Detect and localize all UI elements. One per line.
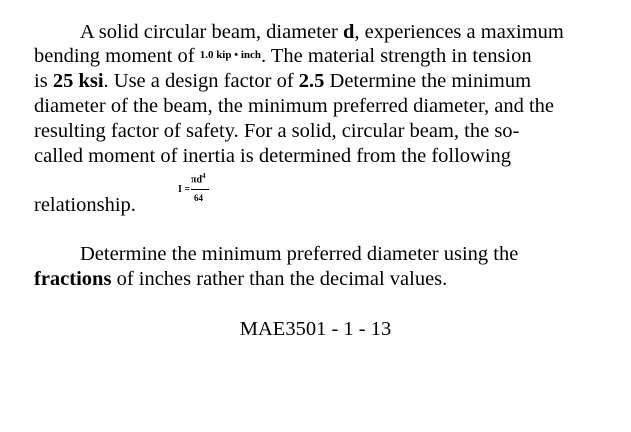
fraction-bar (191, 189, 209, 190)
paragraph-1-line-5: resulting factor of safety. For a solid, circular beam, the so- (34, 120, 520, 142)
moment-value: 1.0 kip • inch (199, 49, 262, 61)
moment-of-inertia-formula (178, 168, 208, 212)
formula-lhs: I = (178, 184, 191, 195)
formula-exponent: 4 (202, 172, 206, 180)
page-footer: MAE3501 - 1 - 13 (239, 318, 392, 340)
strength-value: 25 ksi (52, 70, 104, 92)
variable-d: d (343, 21, 355, 43)
paragraph-1-line-4: diameter of the beam, the minimum preferred diameter, and the (34, 95, 555, 117)
paragraph-1-line-2: bending moment of 1.0 kip • inch. The material strength in tension (34, 45, 532, 67)
paragraph-1-line-6: called moment of inertia is determined from the following (34, 145, 512, 167)
paragraph-1-line-7: relationship. (34, 194, 136, 216)
paragraph-2-line-1: Determine the minimum preferred diameter using the (80, 243, 519, 265)
formula-numerator: $\pi d^4$ (191, 172, 206, 186)
paragraph-2-line-2: fractions of inches rather than the decimal values. (34, 268, 448, 290)
design-factor-value: 2.5 (298, 70, 325, 92)
fractions-emphasis: fractions (34, 268, 112, 290)
paragraph-1-line-3: is 25 ksi. Use a design factor of 2.5 Determine the minimum (34, 70, 532, 92)
paragraph-1-line-1: A solid circular beam, diameter d, experiences a maximum (80, 21, 564, 43)
formula-denominator: 64 (194, 193, 203, 203)
